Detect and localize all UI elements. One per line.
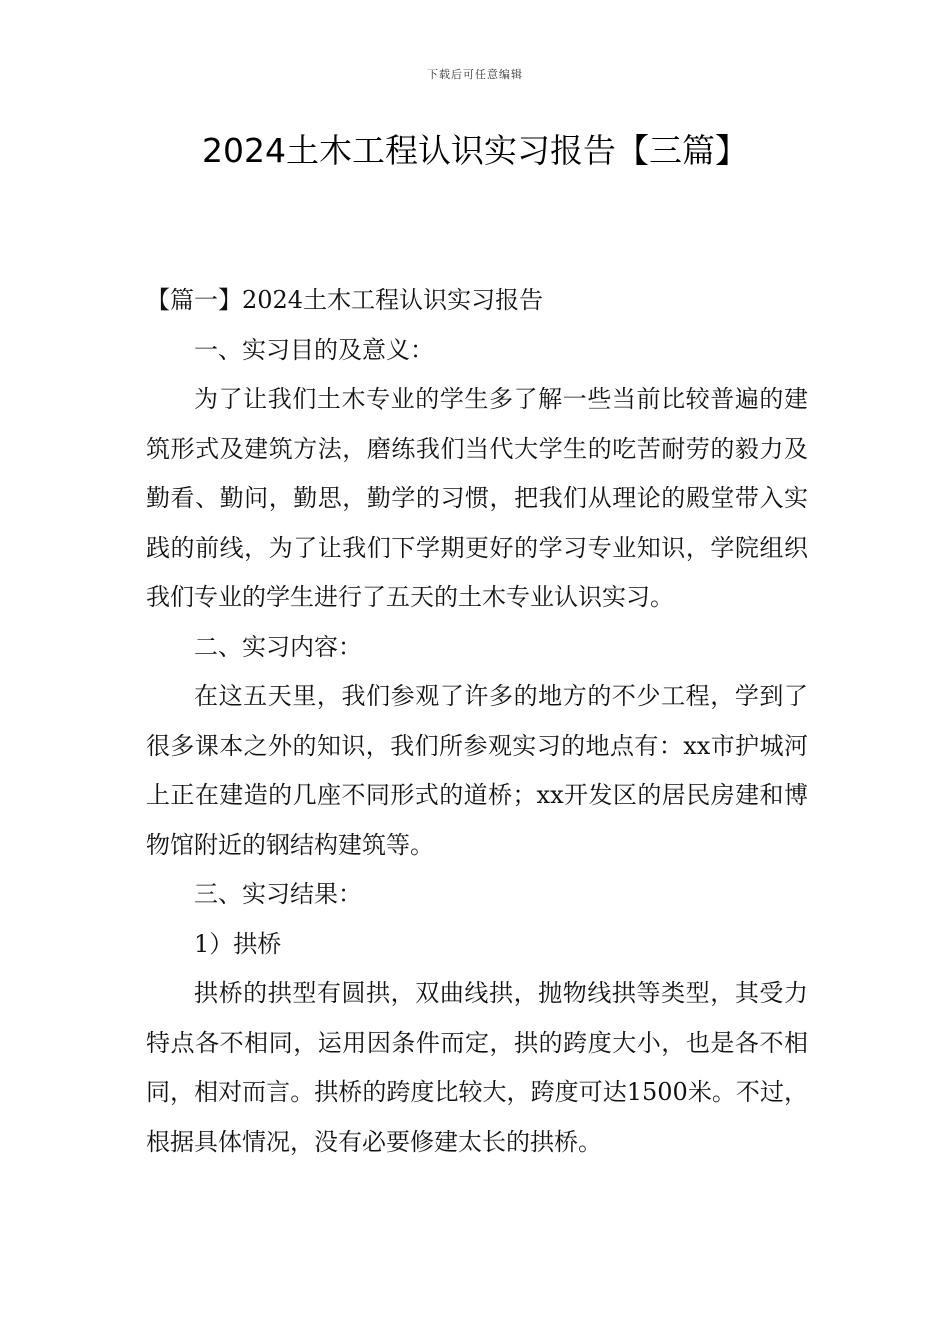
heading-purpose: 一、实习目的及意义： [194, 335, 434, 364]
paragraph-content: 在这五天里，我们参观了许多的地方的不少工程，学到了很多课本之外的知识，我们所参观实习的地点有：xx市护城河上正在建造的几座不同形式的道桥；xx开发区的居民房建和博物馆附近的钢结构建筑等。 [146, 682, 808, 859]
section-title: 【篇一】2024土木工程认识实习报告 [146, 286, 544, 314]
document-title: 2024土木工程认识实习报告【三篇】 [202, 131, 748, 170]
heading-results: 三、实习结果： [194, 880, 362, 908]
subheading-arch-bridge: 1）拱桥 [194, 929, 282, 958]
document-body [146, 276, 808, 1167]
header-note: 下载后可任意编辑 [427, 68, 523, 81]
heading-content: 二、实习内容： [194, 632, 362, 661]
paragraph-purpose: 为了让我们土木专业的学生多了解一些当前比较普遍的建筑形式及建筑方法，磨练我们当代大学生的吃苦耐劳的毅力及勤看、勤问，勤思，勤学的习惯，把我们从理论的殿堂带入实践的前线，为了让我们下学期更好的学习专业知识，学院组织我们专业的学生进行了五天的土木专业认识实习。 [146, 385, 808, 611]
paragraph-arch-bridge: 拱桥的拱型有圆拱，双曲线拱，抛物线拱等类型，其受力特点各不相同，运用因条件而定，拱的跨度大小，也是各不相同，相对而言。拱桥的跨度比较大，跨度可达1500米。不过，根据具体情况，没有必要修建太长的拱桥。 [146, 979, 808, 1156]
